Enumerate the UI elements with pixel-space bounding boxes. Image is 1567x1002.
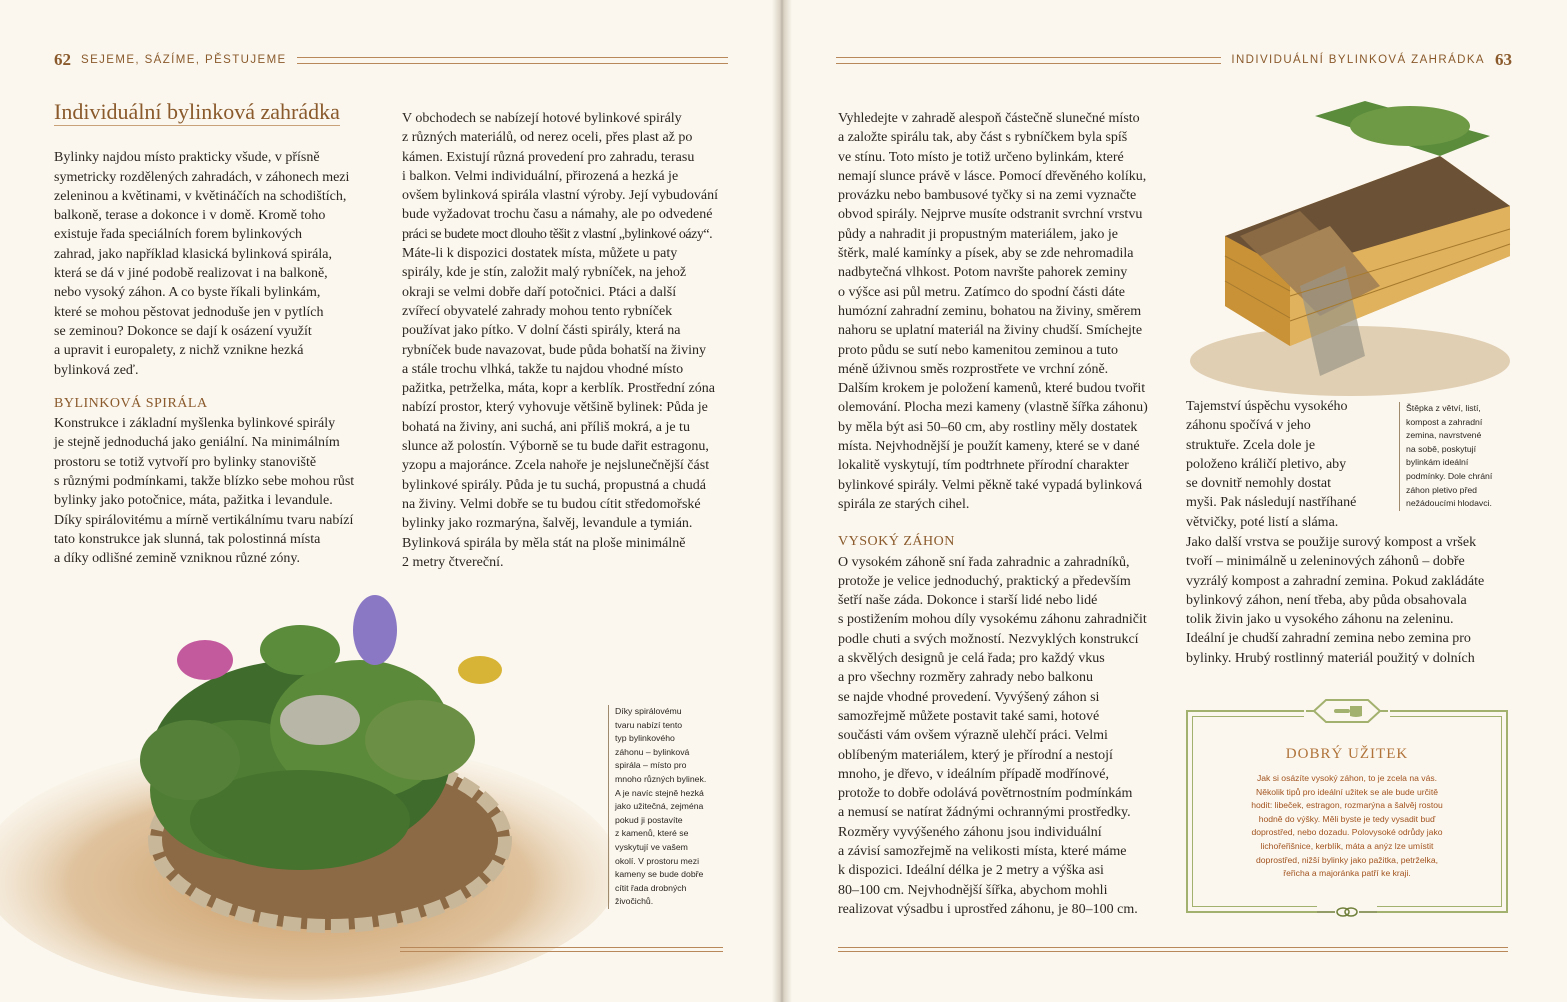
- text-line: Tajemství úspěchu vysokého: [1186, 399, 1348, 414]
- text-line: balkoně, terase a dokonce i v domě. Kromě toho: [54, 208, 326, 224]
- text-line: bude vyžadovat trochu času a námahy, ale po odvedené: [402, 207, 713, 223]
- text-line: součásti vám ovšem výrazně ulehčí práci. Velmi: [838, 728, 1108, 744]
- left-running-head: [54, 52, 728, 68]
- text-line: položeno králičí pletivo, aby: [1186, 456, 1347, 472]
- text-line: vyzrálý kompost a zahradní zemina. Pokud zakládáte: [1186, 573, 1485, 589]
- text-line: záhonu spočívá v jeho: [1186, 418, 1311, 434]
- running-head-right-text: INDIVIDUÁLNÍ BYLINKOVÁ ZAHRÁDKA: [1231, 54, 1485, 66]
- text-line: půdy a nahradit ji propustným materiálem, jako je: [838, 226, 1118, 242]
- text-line: nemají slunce právě v lásce. Pomocí dřevěného kolíku,: [838, 168, 1147, 184]
- text-line: tolik živin jako u vysokého záhonu na zeleninu.: [1186, 612, 1454, 628]
- right-column-2-full: [1186, 533, 1516, 668]
- text-line: 80–100 cm. Nejvhodnější šířka, abychom mohli: [838, 882, 1108, 898]
- text-line: Dalším krokem je položení kamenů, které budou tvořit: [838, 381, 1146, 397]
- text-line: protože to dobře odolává povětrnostním podmínkám: [838, 786, 1133, 802]
- caption-line: záhonu – bylinková: [615, 746, 690, 757]
- caption-line: Díky spirálovému: [615, 706, 682, 716]
- tip-box-badge: [1304, 698, 1390, 724]
- text-line: Konstrukce i základní myšlenka bylinkové spirály: [54, 416, 336, 432]
- text-line: okraji se velmi dobře daří potočnici. Ptáci a další: [402, 284, 677, 300]
- caption-line: kameny se bude dobře: [615, 869, 704, 880]
- tip-line: řeřicha a majoránka patří ke kraji.: [1283, 868, 1411, 879]
- text-line: nadbytečná vlhkost. Potom navršte pahorek zeminy: [838, 265, 1128, 281]
- tip-box-title: DOBRÝ UŽITEK: [1285, 746, 1409, 762]
- tip-line: lichořeřišnice, kerblík, máta a anýz lze umístit: [1260, 840, 1434, 851]
- tip-line: Jak si osázíte vysoký záhon, to je zcela na vás.: [1256, 773, 1438, 783]
- text-line: mnoho, je dřevo, v ideálním případě modřínové,: [838, 766, 1109, 782]
- left-column-1: [54, 99, 384, 569]
- text-line: z různých materiálů, od nerez oceli, přes plast až po: [402, 130, 693, 146]
- page-number-left: 62: [54, 50, 71, 69]
- text-line: méně úživnou směs rozprostřete ve vrchní zóně.: [838, 361, 1109, 377]
- text-line: olemování. Plocha mezi kameny (vlastně šířka záhonu): [838, 400, 1148, 416]
- text-line: existuje řada speciálních forem bylinkových: [54, 227, 303, 243]
- text-line: prostoru se totiž vytvoří pro bylinky stanoviště: [54, 454, 317, 470]
- caption-line: cítit řada drobných: [615, 882, 687, 893]
- text-line: Ideální je chudší zahradní zemina nebo zemina pro: [1186, 631, 1471, 647]
- text-line: Bylinky najdou místo prakticky všude, v přísně: [54, 150, 320, 166]
- text-line: Vyhledejte v zahradě alespoň částečně slunečné místo: [838, 111, 1140, 126]
- caption-line: kompost a zahradní: [1406, 416, 1483, 427]
- caption-line: nežádoucími hlodavci.: [1406, 498, 1492, 509]
- caption-line: Štěpka z větví, listí,: [1406, 403, 1481, 413]
- text-line: šetří naše záda. Dokonce i starší lidé nebo lidé: [838, 593, 1098, 609]
- text-line: V obchodech se nabízejí hotové bylinkové spirály: [402, 111, 682, 126]
- text-line: bylinkový záhon, není třeba, aby půda obsahovala: [1186, 592, 1467, 608]
- text-line: místa. Nejvhodnější je použít kameny, které se v dané: [838, 439, 1140, 455]
- text-line: zahrad, jako například klasická bylinková spirála,: [54, 246, 332, 262]
- text-line: tvoří – minimálně u zeleninových záhonů – dobře: [1186, 554, 1465, 570]
- text-line: obvod spirály. Nejprve musíte odstranit svrchní vrstvu: [838, 207, 1143, 223]
- text-line: práci se budete moct dlouho těšit z vlastní „bylinkové oázy“.: [402, 226, 713, 242]
- text-line: bylinky. Hrubý rostlinný materiál použitý v dolních: [1186, 650, 1475, 666]
- tip-line: Několik tipů pro ideální užitek se ale bude určitě: [1255, 786, 1438, 797]
- caption-line: A je navíc stejně hezká: [615, 787, 704, 798]
- right-running-head: [836, 52, 1512, 68]
- text-line: kámen. Existují různá provedení pro zahradu, terasu: [402, 149, 695, 165]
- text-line: větvičky, poté listí a sláma.: [1186, 514, 1339, 530]
- caption-line: zemina, navrstvené: [1406, 430, 1482, 441]
- text-line: je stejně jednoduchá jako geniální. Na minimálním: [54, 435, 340, 451]
- text-line: oblíbeným materiálem, který je přírodní a nestojí: [838, 747, 1113, 763]
- tip-line: hodně do výšky. Měli byste je tedy vysadit buď: [1258, 813, 1436, 824]
- text-line: a skvělých designů je celá řada; pro každý vkus: [838, 651, 1105, 667]
- text-line: Díky spirálovitému a mírně vertikálnímu tvaru nabízí: [54, 512, 354, 528]
- text-line: a závisí samozřejmě na velikosti místa, které máme: [838, 843, 1127, 859]
- caption-line: záhon pletivo před: [1406, 484, 1477, 495]
- tip-line: doprostřed, nižší bylinky jako pažitka, petrželka,: [1256, 854, 1438, 865]
- caption-line: na sobě, poskytují: [1406, 443, 1477, 454]
- right-column-1: [838, 109, 1168, 919]
- text-line: Rozměry vyvýšeného záhonu jsou individuální: [838, 824, 1102, 840]
- text-line: bylinky jako potočnice, máta, pažitka i levandule.: [54, 493, 333, 509]
- text-line: a založte spirálu tak, aby část s rybníčkem byla spíš: [838, 130, 1128, 146]
- text-line: které se mohou pěstovat jednoduše jen v pytlích: [54, 304, 324, 320]
- caption-line: okolí. V prostoru mezi: [615, 855, 700, 866]
- text-line: slunce až polostín. Výborně se tu bude dařit estragonu,: [402, 439, 709, 455]
- caption-line: jako užitečná, zejména: [615, 801, 704, 812]
- caption-line: mnoho různých bylinek.: [615, 773, 707, 784]
- text-line: a upravit i europalety, z nichž vznikne hezká: [54, 343, 304, 359]
- text-line: humózní zahradní zeminu, bohatou na živiny, směrem: [838, 303, 1142, 319]
- footer-rule-left: [400, 947, 723, 952]
- text-line: yzopu a majoránce. Zcela nahoře je nejslunečnější část: [402, 458, 710, 474]
- text-line: která se dá v jiné podobě realizovat i na balkoně,: [54, 266, 328, 282]
- text-line: a stále trochu vlhká, takže tu najdou vhodné místo: [402, 361, 684, 377]
- text-line: nahoru se uplatní materiál na živiny chudší. Smíchejte: [838, 323, 1143, 339]
- text-line: bylinkové spirály. Velmi pěkně také vypadá bylinková: [838, 477, 1143, 493]
- text-line: zvířecí obyvatelé zahrady mohou tento rybníček: [402, 303, 673, 319]
- text-line: se najde vhodné provedení. Vyvýšený záhon si: [838, 689, 1100, 705]
- tip-box: [1186, 710, 1508, 913]
- text-line: Bylinková spirála by měla stát na ploše minimálně: [402, 535, 686, 551]
- text-line: nebo vysoký záhon. A co byste říkali bylinkám,: [54, 285, 321, 301]
- raised-bed-illustration: [1180, 96, 1520, 396]
- text-line: i balkon. Velmi individuální, přirozená a hezká je: [402, 168, 679, 184]
- text-line: bylinky jako rozmarýna, šalvěj, levandule a tymián.: [402, 516, 693, 532]
- caption-line: z kamenů, které se: [615, 828, 689, 839]
- caption-line: spirála – místo pro: [615, 760, 687, 771]
- text-line: a pro všechny rozměry zahrady nebo balkonu: [838, 670, 1094, 686]
- raised-bed-heading: VYSOKÝ ZÁHON: [838, 534, 955, 550]
- spiral-caption: [608, 705, 730, 909]
- caption-line: pokud ji postavíte: [615, 814, 683, 825]
- header-rule-right: [836, 57, 1221, 64]
- text-line: se dovnitř nemohly dostat: [1186, 476, 1332, 492]
- text-line: Jako další vrstva se použije surový kompost a vršek: [1186, 535, 1477, 550]
- text-line: lokalitě vyskytují, tím podtrhnete přírodní charakter: [838, 458, 1129, 474]
- text-line: Máte-li k dispozici dostatek místa, můžete u paty: [402, 246, 678, 262]
- text-line: by měla být asi 50–60 cm, aby rostliny měly dostatek: [838, 419, 1138, 435]
- tip-box-ornament: [1317, 905, 1377, 919]
- knot-ornament-icon: [1317, 905, 1377, 919]
- text-line: nabízí prostor, který vyhovuje většině bylinek: Půda je: [402, 400, 708, 416]
- text-line: podle chuti a svých možností. Nezvyklých konstrukcí: [838, 631, 1139, 647]
- text-line: se zeminou? Dokonce se dají k osázení využít: [54, 323, 312, 339]
- text-line: ve stínu. Toto místo je totiž určeno bylinkám, které: [838, 149, 1124, 165]
- text-line: štěrk, malé kamínky a písek, aby se zde nehromadila: [838, 246, 1134, 262]
- header-rule-left: [297, 57, 728, 64]
- caption-line: bylinkám ideální: [1406, 457, 1469, 468]
- spiral-heading: BYLINKOVÁ SPIRÁLA: [54, 395, 208, 411]
- left-column-2: [402, 109, 732, 572]
- text-line: zeleninou a květinami, v květináčích na schodištích,: [54, 188, 347, 204]
- text-line: proto půdu se sutí nebo kamenitou zeminou a tuto: [838, 342, 1118, 358]
- tip-line: doprostřed, nebo dozadu. Polovysoké odrůdy jako: [1251, 827, 1443, 838]
- chapter-title: Individuální bylinková zahrádka: [54, 102, 340, 126]
- book-gutter: [772, 0, 792, 1002]
- text-line: spirála ze starých cihel.: [838, 496, 970, 512]
- text-line: na živiny. Velmi dobře se tu budou cítit středomořské: [402, 496, 701, 512]
- footer-rule-right: [838, 947, 1508, 952]
- text-line: o výšce asi půl metru. Zatímco do spodní části dáte: [838, 284, 1125, 300]
- text-line: protože je velice jednoduchý, praktický a především: [838, 573, 1131, 589]
- text-line: ovšem bylinková spirála vlastní výroby. Její vybudování: [402, 188, 718, 204]
- intro-paragraph: [54, 148, 384, 380]
- text-line: a díky odlišné zemině vzniknou různé zóny.: [54, 551, 300, 567]
- text-line: realizovat výsadbu i uprostřed záhonu, je 80–100 cm.: [838, 901, 1138, 917]
- text-line: 2 metry čtvereční.: [402, 554, 504, 570]
- spiral-paragraph: [54, 414, 384, 568]
- raised-bed-caption: [1399, 402, 1516, 511]
- text-line: a nemusí se natírat žádnými ochrannými prostředky.: [838, 805, 1131, 821]
- caption-line: typ bylinkového: [615, 733, 675, 744]
- text-line: s postižením mohou díly vysokému záhonu zahradničit: [838, 612, 1147, 628]
- tip-box-text: [1236, 772, 1458, 881]
- text-line: O vysokém záhoně sní řada zahradnic a zahradníků,: [838, 554, 1130, 570]
- caption-line: podmínky. Dole chrání: [1406, 470, 1493, 481]
- text-line: provázku nebo bambusové tyčky si na zemi vyznačte: [838, 188, 1137, 204]
- text-line: bylinkové spirály. Půda je tu suchá, propustná a chudá: [402, 477, 706, 493]
- text-line: struktuře. Zcela dole je: [1186, 437, 1316, 453]
- tip-line: hodit: libeček, estragon, rozmarýna a šalvěj rostou: [1251, 800, 1443, 811]
- text-line: symetricky rozdělených zahradách, v záhonech mezi: [54, 169, 350, 185]
- running-head-left-text: SEJEME, SÁZÍME, PĚSTUJEME: [81, 54, 287, 66]
- text-line: používat jako pítko. V dolní části spirály, která na: [402, 323, 681, 339]
- text-line: tato konstrukce jak slunná, tak polostinná místa: [54, 531, 321, 547]
- text-line: rybníček bude navazovat, bude půda bohatší na živiny: [402, 342, 707, 358]
- text-line: bylinková zeď.: [54, 362, 139, 378]
- text-line: k dispozici. Ideální délka je 2 metry a výška asi: [838, 863, 1104, 879]
- trowel-badge-icon: [1304, 698, 1390, 724]
- text-line: pažitka, petrželka, máta, kopr a kerblík. Prostřední zóna: [402, 381, 715, 397]
- text-line: bohatá na živiny, ani suchá, ani příliš mokrá, a je tu: [402, 419, 690, 435]
- herb-spiral-illustration: [0, 590, 610, 1002]
- caption-line: živočichů.: [615, 896, 654, 907]
- caption-line: vyskytují ve vašem: [615, 841, 688, 852]
- text-line: spirály, kde je stín, založit malý rybníček, na jehož: [402, 265, 687, 281]
- text-line: s různými podmínkami, takže blízko sebe mohou růst: [54, 474, 355, 490]
- page-number-right: 63: [1495, 50, 1512, 69]
- text-line: myši. Pak následují nastříhané: [1186, 495, 1357, 511]
- right-column-2-narrow: [1186, 397, 1382, 532]
- text-line: samozřejmě můžete postavit také sami, hotové: [838, 708, 1100, 724]
- caption-line: tvaru nabízí tento: [615, 719, 683, 730]
